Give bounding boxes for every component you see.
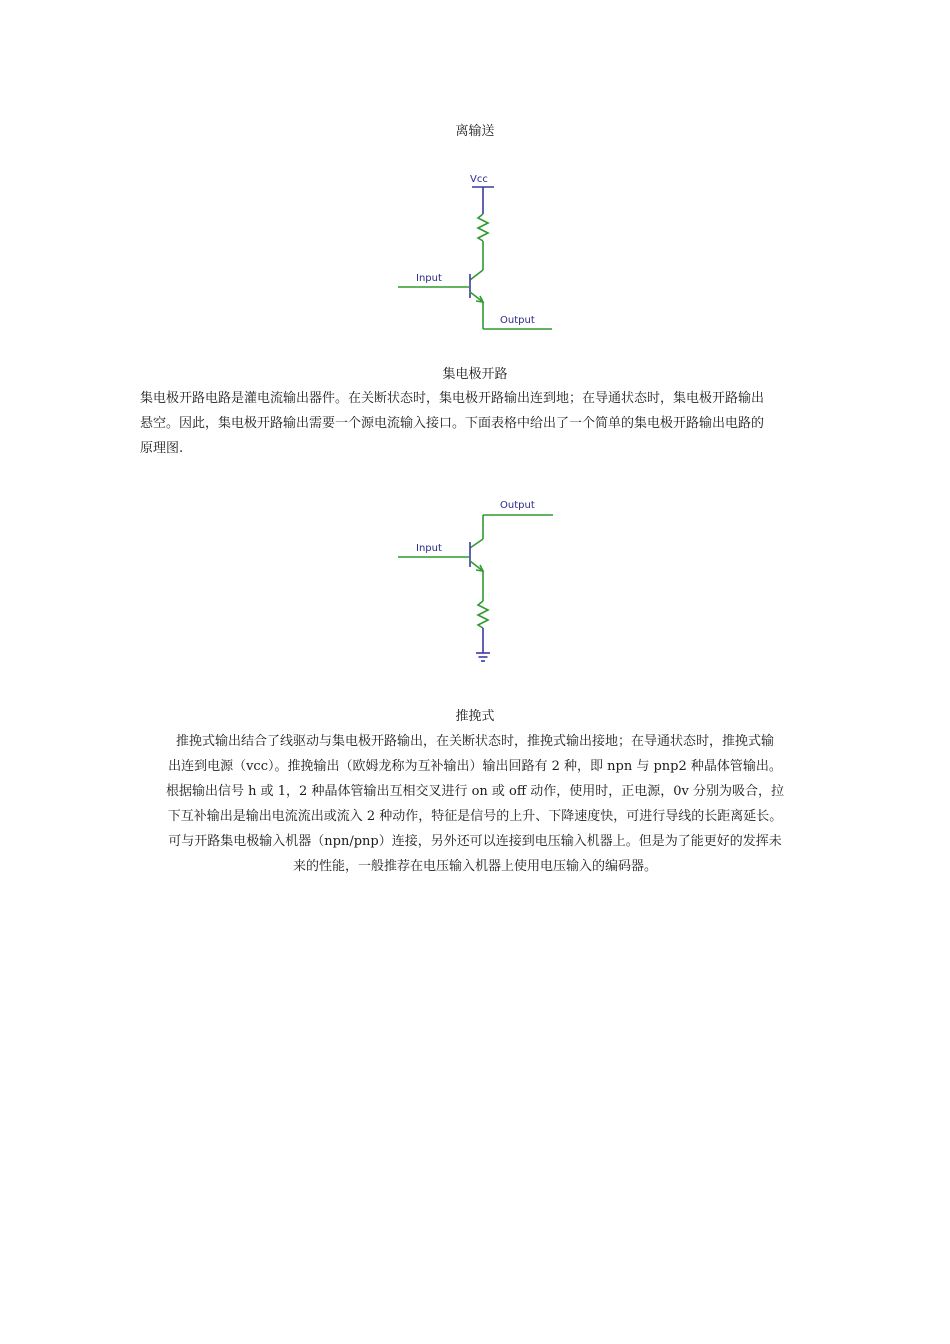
input-label: Input [416, 543, 442, 554]
paragraph-line: 悬空。因此，集电极开路输出需要一个源电流输入接口。下面表格中给出了一个简单的集电极开路输出电路的 [140, 416, 765, 431]
paragraph-line: 出连到电源（vcc）。推挽输出（欧姆龙称为互补输出）输出回路有 2 种，即 npn 与 pnp2 种晶体管输出。 [168, 759, 782, 774]
paragraph-line: 下互补输出是输出电流流出或流入 2 种动作，特征是信号的上升、下降速度快，可进行导线的长距离延长。 [167, 809, 783, 824]
open-collector-paragraph [140, 386, 810, 461]
output-label: Output [500, 315, 535, 326]
transistor-collector [470, 270, 483, 280]
paragraph-line: 原理图. [140, 441, 184, 456]
input-label: Input [416, 273, 442, 284]
section-heading-open-collector: 集电极开路 [442, 367, 508, 382]
push-pull-paragraph [140, 729, 810, 879]
open-collector-circuit-diagram [390, 170, 565, 335]
paragraph-line: 根据输出信号 h 或 1，2 种晶体管输出互相交叉进行 on 或 off 动作，使用时，正电源，0v 分别为吸合，拉 [166, 784, 784, 799]
transistor-collector [470, 539, 483, 548]
section-heading-push-pull: 推挽式 [455, 709, 495, 724]
paragraph-line: 推挽式输出结合了线驱动与集电极开路输出，在关断状态时，推挽式输出接地；在导通状态时，推挽式输 [175, 734, 774, 749]
resistor-symbol [478, 214, 488, 241]
output-label: Output [500, 500, 535, 511]
paragraph-line: 可与开路集电极输入机器（npn/pnp）连接，另外还可以连接到电压输入机器上。但是为了能更好的发挥未 [168, 834, 782, 849]
resistor-symbol [478, 601, 488, 628]
push-pull-circuit-diagram [390, 495, 565, 670]
section-heading-isolated-output: 离输送 [455, 124, 495, 139]
vcc-label: Vcc [470, 174, 488, 185]
paragraph-line: 集电极开路电路是灌电流输出器件。在关断状态时，集电极开路输出连到地；在导通状态时，集电极开路输出 [140, 391, 765, 406]
paragraph-line: 来的性能，一般推荐在电压输入机器上使用电压输入的编码器。 [292, 859, 657, 874]
